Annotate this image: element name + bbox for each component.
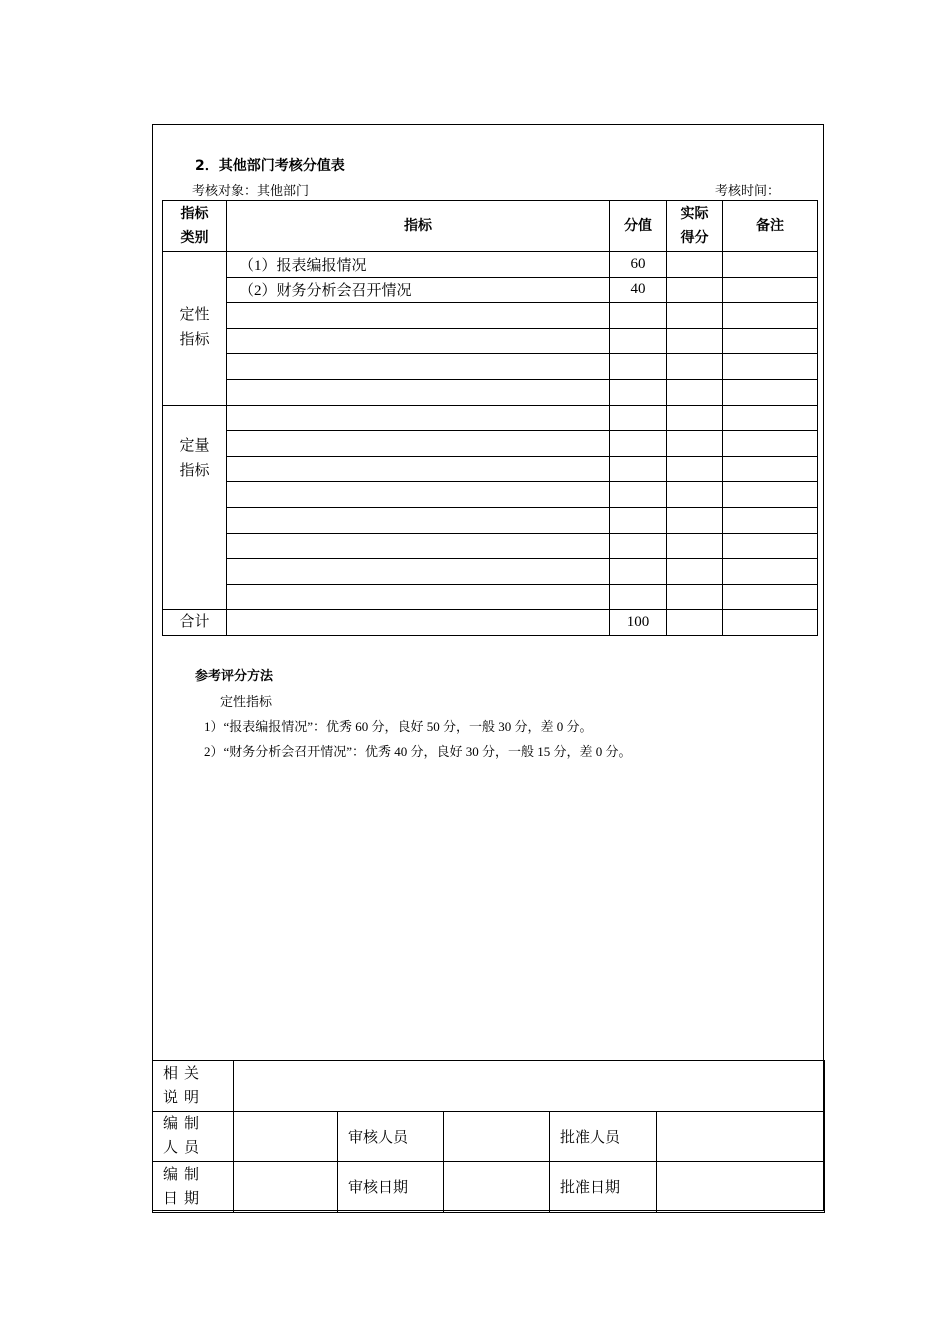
reviewed-by-value[interactable]: [444, 1111, 550, 1162]
score-cell[interactable]: [610, 533, 667, 559]
remark-cell[interactable]: [723, 405, 818, 431]
table-row: [163, 533, 818, 559]
total-row: [163, 610, 818, 636]
indicator-cell[interactable]: [227, 456, 610, 482]
related-notes-row: [153, 1061, 825, 1112]
table-row: [163, 559, 818, 585]
remark-cell[interactable]: [723, 354, 818, 380]
remark-cell[interactable]: [723, 379, 818, 405]
approved-by-value[interactable]: [657, 1111, 825, 1162]
assessment-subject: 考核对象：其他部门: [192, 183, 310, 198]
table-row: [163, 431, 818, 457]
total-label: 合计: [163, 610, 227, 636]
header-category: 指标 类别: [163, 201, 227, 252]
header-remark: 备注: [723, 201, 818, 252]
remark-cell[interactable]: [723, 507, 818, 533]
indicator-cell: （2）财务分析会召开情况: [227, 277, 610, 303]
table-row: [163, 584, 818, 610]
remark-cell[interactable]: [723, 431, 818, 457]
indicator-cell[interactable]: [227, 533, 610, 559]
approved-by-label: 批准人员: [550, 1111, 657, 1162]
indicator-cell[interactable]: [227, 431, 610, 457]
indicator-cell: （1）报表编报情况: [227, 252, 610, 278]
signoff-table: [152, 1060, 825, 1213]
indicator-cell[interactable]: [227, 379, 610, 405]
table-row: [163, 405, 818, 431]
related-notes-value[interactable]: [234, 1061, 825, 1112]
score-cell: 60: [610, 252, 667, 278]
reference-item: 1）“报表编报情况”：优秀 60 分，良好 50 分，一般 30 分，差 0 分。: [204, 719, 593, 734]
actual-score-cell[interactable]: [667, 507, 723, 533]
score-cell: 40: [610, 277, 667, 303]
table-row: [163, 354, 818, 380]
score-cell[interactable]: [610, 354, 667, 380]
remark-cell[interactable]: [723, 559, 818, 585]
score-cell[interactable]: [610, 431, 667, 457]
actual-score-cell[interactable]: [667, 431, 723, 457]
header-score: 分值: [610, 201, 667, 252]
approved-date-label: 批准日期: [550, 1162, 657, 1213]
reference-title: 参考评分方法: [195, 669, 274, 684]
dates-row: [153, 1162, 825, 1213]
remark-cell[interactable]: [723, 456, 818, 482]
score-cell[interactable]: [610, 405, 667, 431]
prepared-date-value[interactable]: [234, 1162, 338, 1213]
remark-cell[interactable]: [723, 277, 818, 303]
remark-cell[interactable]: [723, 252, 818, 278]
personnel-row: [153, 1111, 825, 1162]
header-indicator: 指标: [227, 201, 610, 252]
table-row: [163, 303, 818, 329]
score-cell[interactable]: [610, 456, 667, 482]
remark-cell[interactable]: [723, 482, 818, 508]
table-row: [163, 456, 818, 482]
table-row: [163, 252, 818, 278]
reviewed-date-label: 审核日期: [338, 1162, 444, 1213]
score-cell[interactable]: [610, 559, 667, 585]
related-notes-label: 相关说明: [153, 1061, 234, 1112]
prepared-by-value[interactable]: [234, 1111, 338, 1162]
table-header-row: [163, 201, 818, 252]
score-table: [162, 200, 818, 636]
total-indicator-cell: [227, 610, 610, 636]
indicator-cell[interactable]: [227, 584, 610, 610]
section-title: 2．其他部门考核分值表: [195, 158, 345, 174]
indicator-cell[interactable]: [227, 559, 610, 585]
actual-score-cell[interactable]: [667, 559, 723, 585]
actual-score-cell[interactable]: [667, 584, 723, 610]
indicator-cell[interactable]: [227, 507, 610, 533]
total-remark-cell[interactable]: [723, 610, 818, 636]
indicator-cell[interactable]: [227, 354, 610, 380]
actual-score-cell[interactable]: [667, 277, 723, 303]
actual-score-cell[interactable]: [667, 252, 723, 278]
total-score: 100: [610, 610, 667, 636]
remark-cell[interactable]: [723, 584, 818, 610]
indicator-cell[interactable]: [227, 328, 610, 354]
prepared-date-label: 编制日期: [153, 1162, 234, 1213]
actual-score-cell[interactable]: [667, 303, 723, 329]
prepared-by-label: 编制人员: [153, 1111, 234, 1162]
actual-score-cell[interactable]: [667, 482, 723, 508]
actual-score-cell[interactable]: [667, 328, 723, 354]
reference-item: 2）“财务分析会召开情况”：优秀 40 分，良好 30 分，一般 15 分，差 0 分。: [204, 744, 632, 759]
reviewed-by-label: 审核人员: [338, 1111, 444, 1162]
indicator-cell[interactable]: [227, 303, 610, 329]
table-row: [163, 277, 818, 303]
remark-cell[interactable]: [723, 533, 818, 559]
table-row: [163, 507, 818, 533]
actual-score-cell[interactable]: [667, 354, 723, 380]
score-cell[interactable]: [610, 507, 667, 533]
document-frame: [152, 124, 824, 1211]
actual-score-cell[interactable]: [667, 456, 723, 482]
score-cell[interactable]: [610, 482, 667, 508]
remark-cell[interactable]: [723, 328, 818, 354]
table-row: [163, 482, 818, 508]
category-qualitative: 定性 指标: [163, 252, 227, 406]
reference-subtitle: 定性指标: [220, 694, 273, 709]
score-cell[interactable]: [610, 303, 667, 329]
remark-cell[interactable]: [723, 303, 818, 329]
header-actual-score: 实际 得分: [667, 201, 723, 252]
assessment-time: 考核时间：: [715, 183, 781, 198]
score-cell[interactable]: [610, 379, 667, 405]
indicator-cell[interactable]: [227, 405, 610, 431]
category-quantitative: 定量 指标: [163, 405, 227, 610]
reviewed-date-value[interactable]: [444, 1162, 550, 1213]
total-actual-score-cell[interactable]: [667, 610, 723, 636]
score-cell[interactable]: [610, 328, 667, 354]
table-row: [163, 379, 818, 405]
table-row: [163, 328, 818, 354]
score-cell[interactable]: [610, 584, 667, 610]
indicator-cell[interactable]: [227, 482, 610, 508]
actual-score-cell[interactable]: [667, 379, 723, 405]
actual-score-cell[interactable]: [667, 533, 723, 559]
approved-date-value[interactable]: [657, 1162, 825, 1213]
actual-score-cell[interactable]: [667, 405, 723, 431]
